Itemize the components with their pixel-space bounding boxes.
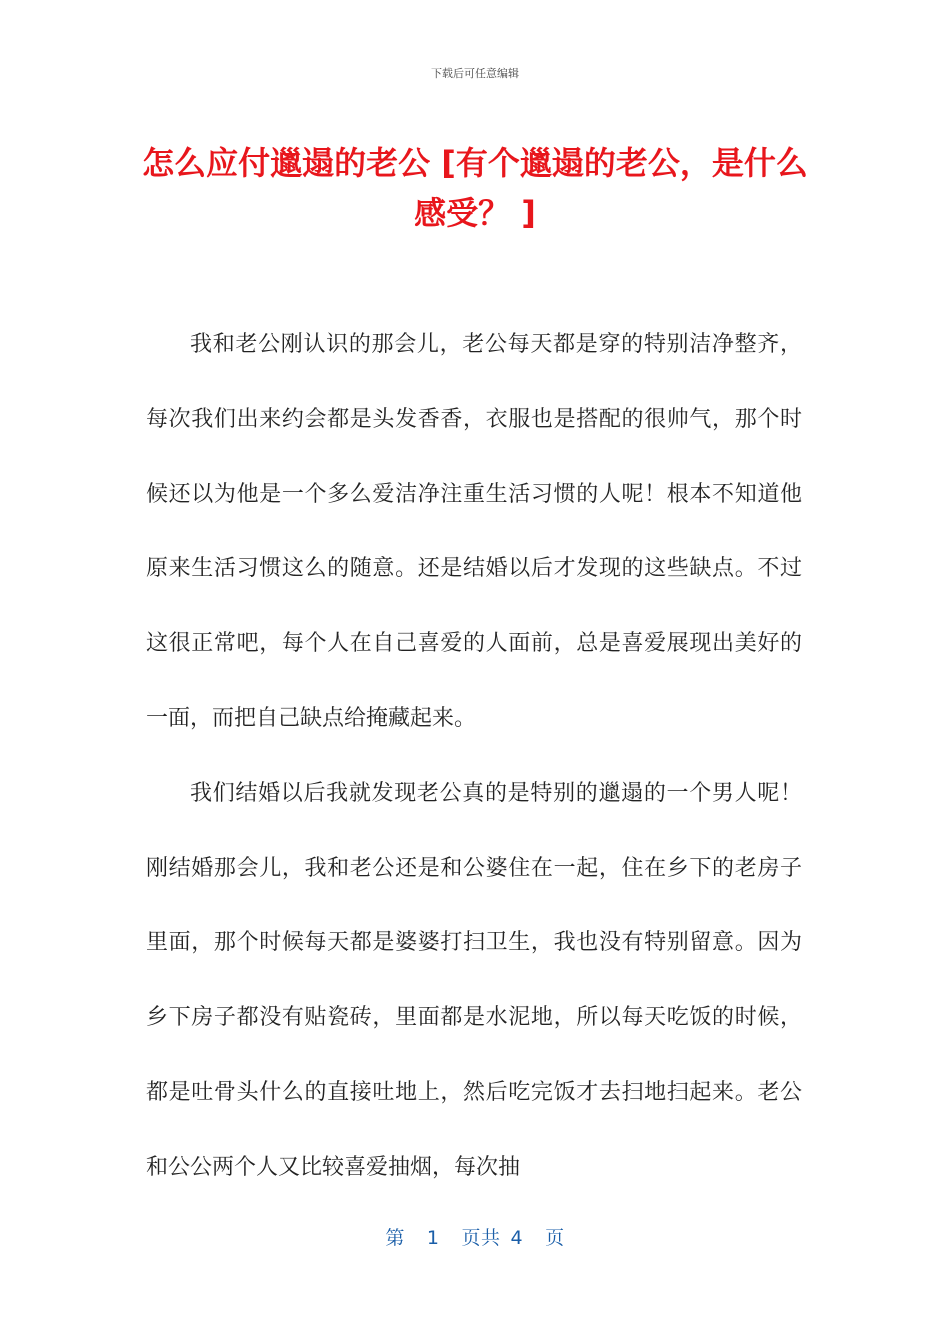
footer-page-end: 页 <box>545 1227 565 1249</box>
body-paragraph: 我和老公刚认识的那会儿，老公每天都是穿的特别洁净整齐，每次我们出来约会都是头发香香，衣服也是搭配的很帅气，那个时候还以为他是一个多么爱洁净注重生活习惯的人呢！根本不知道他原来生活习惯这么的随意。还是结婚以后才发现的这些缺点。不过这很正常吧，每个人在自己喜爱的人面前，总是喜爱展现出美好的一面，而把自己缺点给掩藏起来。 <box>146 332 802 731</box>
page-footer <box>0 1224 950 1252</box>
document-body <box>146 308 802 1206</box>
footer-page-label: 第 <box>385 1227 405 1249</box>
footer-page-total: 4 <box>510 1227 524 1249</box>
body-paragraph: 我们结婚以后我就发现老公真的是特别的邋遢的一个男人呢！刚结婚那会儿，我和老公还是和公婆住在一起，住在乡下的老房子里面，那个时候每天都是婆婆打扫卫生，我也没有特别留意。因为乡下房子都没有贴瓷砖，里面都是水泥地，所以每天吃饭的时候，都是吐骨头什么的直接吐地上，然后吃完饭才去扫地扫起来。老公和公公两个人又比较喜爱抽烟，每次抽 <box>146 780 802 1180</box>
footer-page-mid: 页共 <box>461 1227 501 1249</box>
document-title: 怎么应付邋遢的老公 [有个邋遢的老公，是什么感受？ ] <box>142 144 808 232</box>
footer-page-current: 1 <box>426 1227 440 1249</box>
header-note: 下载后可任意编辑 <box>431 67 519 80</box>
